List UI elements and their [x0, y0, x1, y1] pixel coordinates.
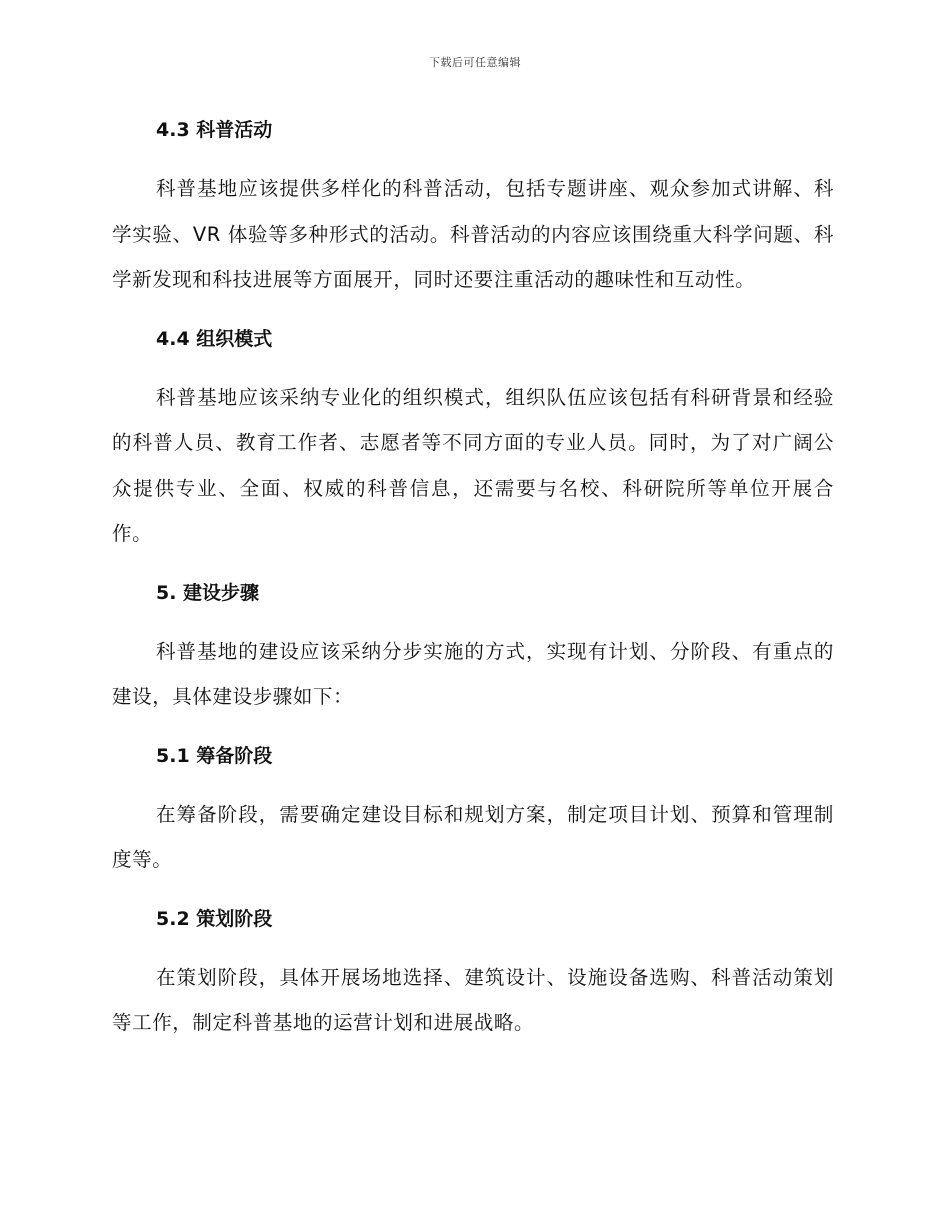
page-header-note: 下载后可任意编辑 [429, 56, 521, 69]
section-heading-4-4: 4.4 组织模式 [156, 327, 273, 350]
section-heading-5-1: 5.1 筹备阶段 [156, 744, 273, 767]
paragraph-construction-steps: 科普基地的建设应该采纳分步实施的方式，实现有计划、分阶段、有重点的建设，具体建设步骤如下： [112, 639, 834, 708]
paragraph-organization-mode: 科普基地应该采纳专业化的组织模式，组织队伍应该包括有科研背景和经验的科普人员、教育工作者、志愿者等不同方面的专业人员。同时，为了对广阔公众提供专业、全面、权威的科普信息，还需要与名校、科研院所等单位开展合作。 [112, 385, 834, 545]
paragraph-science-activities: 科普基地应该提供多样化的科普活动，包括专题讲座、观众参加式讲解、科学实验、VR 体验等多种形式的活动。科普活动的内容应该围绕重大科学问题、科学新发现和科技进展等方面展开，同时还要注重活动的趣味性和互动性。 [112, 177, 834, 291]
section-heading-4-3: 4.3 科普活动 [156, 119, 273, 141]
section-heading-5: 5. 建设步骤 [156, 581, 260, 604]
section-heading-5-2: 5.2 策划阶段 [156, 907, 273, 930]
paragraph-planning-stage: 在策划阶段，具体开展场地选择、建筑设计、设施设备选购、科普活动策划等工作，制定科普基地的运营计划和进展战略。 [112, 965, 834, 1034]
paragraph-preparation-stage: 在筹备阶段，需要确定建设目标和规划方案，制定项目计划、预算和管理制度等。 [112, 802, 834, 871]
document-body [112, 108, 834, 1060]
